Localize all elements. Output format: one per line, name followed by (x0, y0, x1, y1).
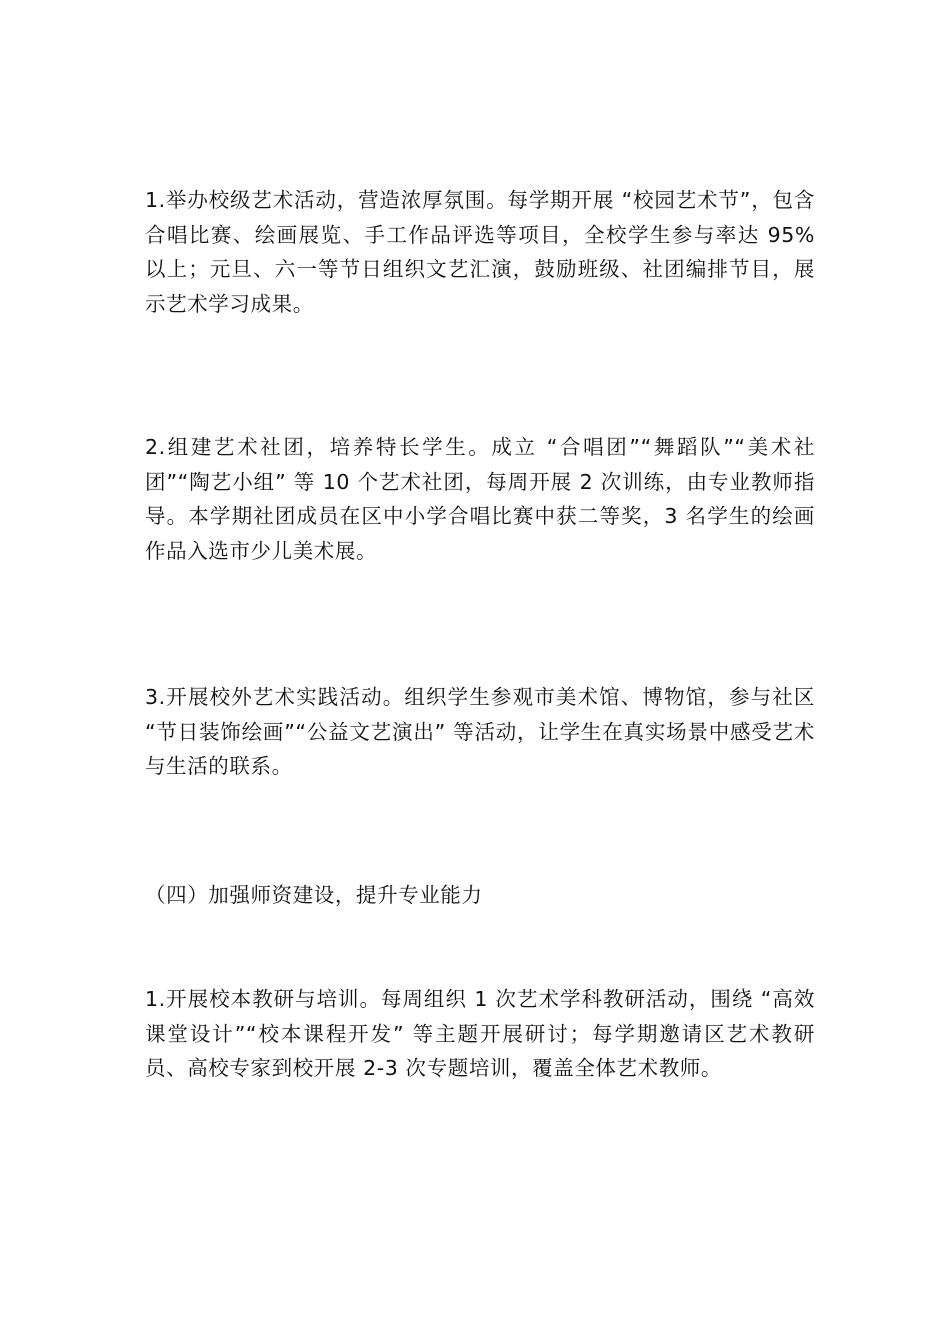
paragraph-offcampus-practice: 3.开展校外艺术实践活动。组织学生参观市美术馆、博物馆，参与社区 “节日装饰绘画”“公益文艺演出” 等活动，让学生在真实场景中感受艺术与生活的联系。 (145, 685, 815, 778)
paragraph-school-training: 1.开展校本教研与培训。每周组织 1 次艺术学科教研活动，围绕 “高效课堂设计”“校本课程开发” 等主题开展研讨；每学期邀请区艺术教研员、高校专家到校开展 2-3 次专题培训，覆盖全体艺术教师。 (145, 987, 815, 1080)
paragraph-art-clubs: 2.组建艺术社团，培养特长学生。成立 “合唱团”“舞蹈队”“美术社团”“陶艺小组” 等 10 个艺术社团，每周开展 2 次训练，由专业教师指导。本学期社团成员在区中小学合唱比赛中获二等奖，3 名学生的绘画作品入选市少儿美术展。 (145, 435, 815, 563)
paragraph-art-activities: 1.举办校级艺术活动，营造浓厚氛围。每学期开展 “校园艺术节”，包含合唱比赛、绘画展览、手工作品评选等项目，全校学生参与率达 95% 以上；元旦、六一等节日组织文艺汇演，鼓励班级、社团编排节目，展示艺术学习成果。 (145, 188, 815, 316)
section-heading-teacher-development: （四）加强师资建设，提升专业能力 (145, 883, 483, 907)
